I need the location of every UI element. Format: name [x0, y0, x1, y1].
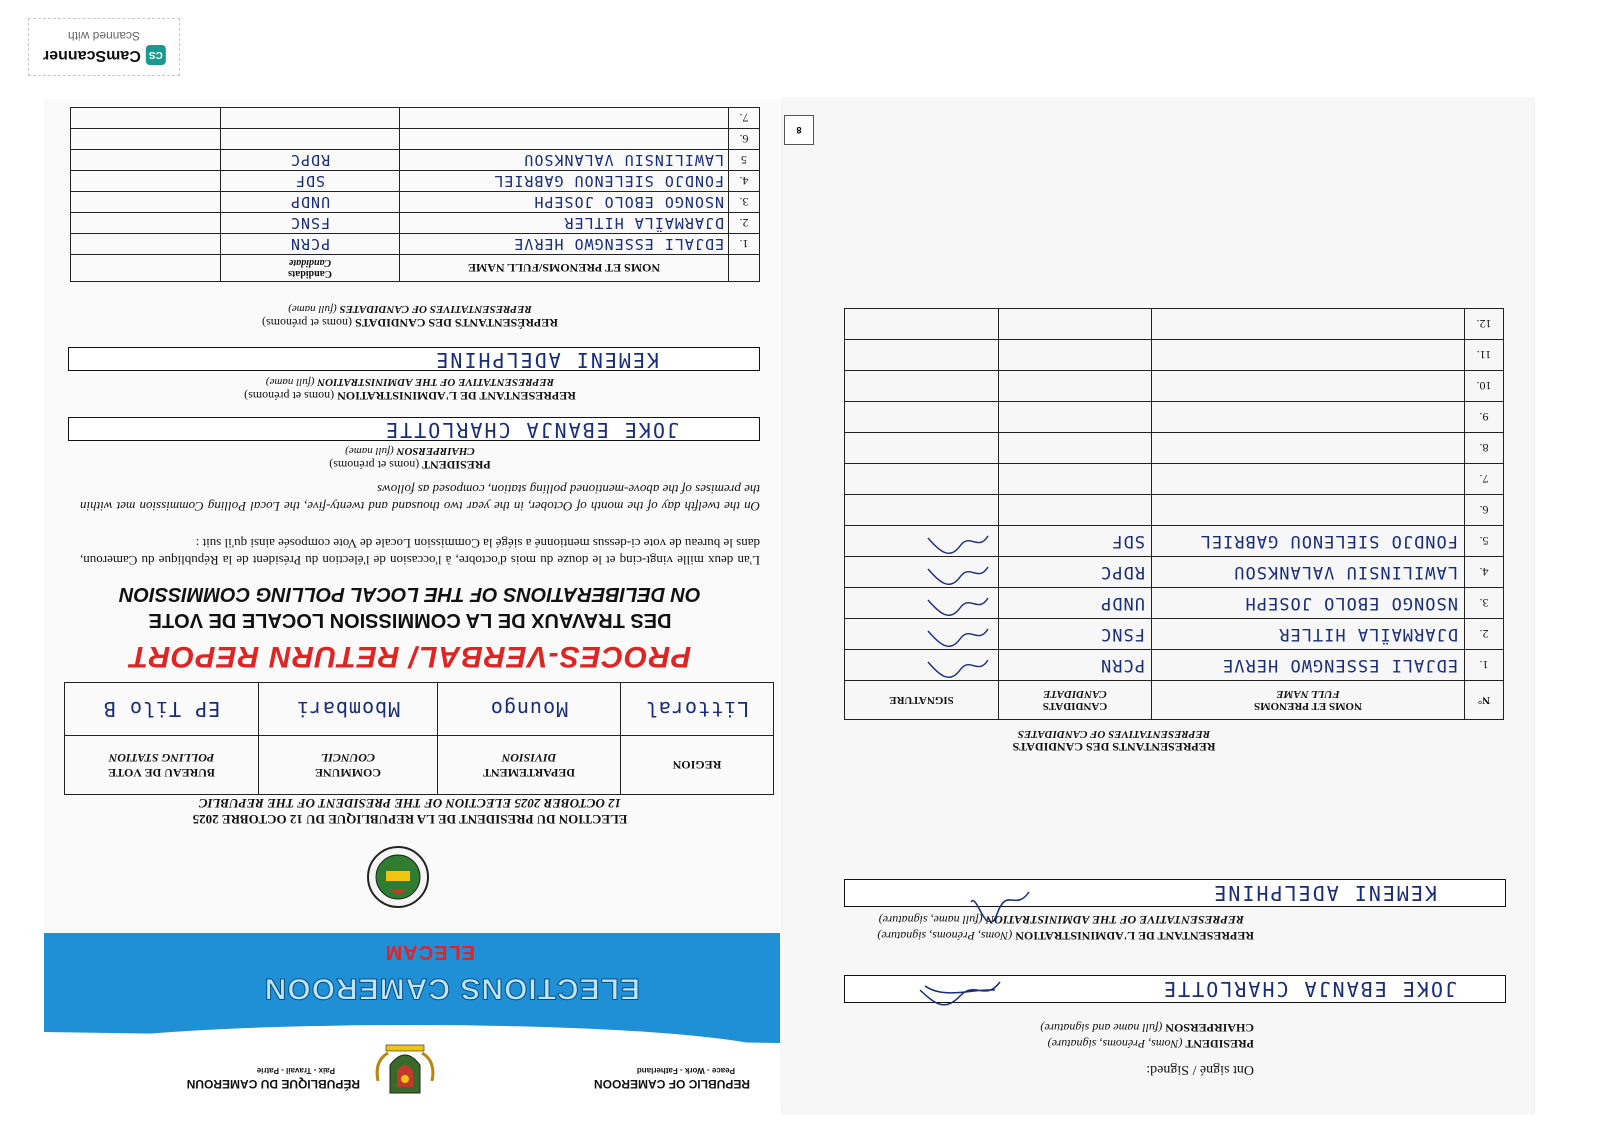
departement-value: Moungo	[438, 683, 621, 736]
row-candidate	[999, 495, 1152, 526]
table-row	[845, 650, 1504, 681]
row-full-name	[1152, 371, 1465, 402]
row-candidate	[999, 371, 1152, 402]
row-signature	[845, 433, 999, 464]
handwritten-signature-icon	[922, 530, 992, 556]
row-full-name: NSONGO EBOLO JOSEPH	[1152, 588, 1465, 619]
row-num: 4.	[1465, 557, 1504, 588]
row-candidate: PCRN	[999, 650, 1152, 681]
camscanner-watermark	[28, 18, 180, 76]
republic-en: REPUBLIC OF CAMEROON	[594, 1077, 750, 1091]
table-row	[71, 192, 760, 213]
row-num: 5.	[1465, 526, 1504, 557]
cover-president-label: PRESIDENT (noms et prénoms)	[329, 458, 491, 472]
elecam-label: ELECAM	[384, 941, 475, 963]
table-row	[845, 371, 1504, 402]
row-num: 11.	[1465, 340, 1504, 371]
camscanner-brand-row	[43, 45, 166, 65]
cand-row-num: 5	[729, 150, 760, 171]
president-signature-icon	[915, 970, 1005, 1010]
admin-rep-label-en: REPRESENTATIVE OF THE ADMINISTRATION (full name, signature)	[878, 913, 1244, 927]
cand-row-num: 3.	[729, 192, 760, 213]
cand-names-header: NOMS ET PRENOMS/FULL NAME	[400, 255, 729, 282]
polling-station-value: EP Tilo B	[65, 683, 259, 736]
table-row	[845, 588, 1504, 619]
cand-row-name	[400, 129, 729, 150]
cover-candidates-table	[70, 107, 760, 282]
row-full-name: LAWILINSIU VALANKSOU	[1152, 557, 1465, 588]
row-signature	[845, 619, 999, 650]
commune-header: COMMUNE COUNCIL	[259, 736, 438, 795]
pv-title: PROCES-VERBAL/ RETURN REPORT	[128, 640, 692, 673]
row-candidate	[999, 464, 1152, 495]
camscanner-logo-icon: CS	[145, 45, 165, 65]
row-signature	[845, 588, 999, 619]
president-label: PRESIDENT (Noms, Prénoms, signature)	[1047, 1037, 1254, 1051]
row-num: 9.	[1465, 402, 1504, 433]
page-number: 8	[784, 115, 814, 145]
row-num: 6.	[1465, 495, 1504, 526]
row-full-name: DJARMAÏLA HITLER	[1152, 619, 1465, 650]
cover-cand-label: REPRÉSENTANTS DES CANDIDATS (noms et prénoms)	[262, 316, 558, 330]
signed-heading: Ont signé / Signed:	[1146, 1062, 1254, 1077]
camscanner-brand: CamScanner	[42, 47, 141, 64]
cand-row-party	[221, 108, 400, 129]
cand-row-party: UNDP	[221, 192, 400, 213]
cover-cand-label-en: REPRESENTATIVES OF CANDIDATES (full name)	[288, 303, 532, 315]
cand-row-party: FSNC	[221, 213, 400, 234]
cand-row-num: 2.	[729, 213, 760, 234]
table-row	[71, 234, 760, 255]
row-num: 1.	[1465, 650, 1504, 681]
cand-row-extra	[71, 234, 221, 255]
pv-subtitle-en: ON DELIBERATIONS OF THE LOCAL POLLING COMMISSION	[119, 583, 701, 605]
cand-row-extra	[71, 171, 221, 192]
handwritten-signature-icon	[922, 654, 992, 680]
chairperson-label: CHAIRPERSON (full name and signature)	[1040, 1021, 1254, 1035]
row-signature	[845, 526, 999, 557]
header-banner	[44, 943, 780, 1113]
col-signature-header: SIGNATURE	[845, 681, 999, 720]
commune-value: Mbombari	[259, 683, 438, 736]
pv-subtitle-fr: DES TRAVAUX DE LA COMMISSION LOCALE DE VOTE	[148, 609, 672, 631]
table-row	[845, 619, 1504, 650]
row-num: 10.	[1465, 371, 1504, 402]
cand-row-extra	[71, 108, 221, 129]
cover-admin-box	[68, 347, 760, 371]
row-signature	[845, 371, 999, 402]
row-candidate: RDPC	[999, 557, 1152, 588]
row-signature	[845, 402, 999, 433]
row-full-name: FONDJO SIELENOU GABRIEL	[1152, 526, 1465, 557]
cand-row-extra	[71, 192, 221, 213]
elecam-logo-icon	[366, 845, 430, 909]
cand-row-name	[400, 108, 729, 129]
cand-reps-title: REPRESENTANTS DES CANDIDATS	[1012, 740, 1216, 754]
table-row	[845, 557, 1504, 588]
row-candidate	[999, 402, 1152, 433]
cover-president-box	[68, 417, 760, 441]
row-signature	[845, 557, 999, 588]
cand-row-party: PCRN	[221, 234, 400, 255]
signatures-page	[782, 99, 1534, 1113]
cand-row-name: NSONGO EBOLO JOSEPH	[400, 192, 729, 213]
row-candidate	[999, 309, 1152, 340]
cand-reps-signature-table	[844, 308, 1504, 720]
table-row	[71, 129, 760, 150]
cand-row-party: SDF	[221, 171, 400, 192]
table-row	[71, 108, 760, 129]
handwritten-signature-icon	[922, 561, 992, 587]
election-title-en: 12 OCTOBER 2025 ELECTION OF THE PRESIDENT OF THE REPUBLIC	[198, 796, 622, 811]
admin-rep-label: REPRESENTANT DE L'ADMINISTRATION (Noms, Prénoms, signature)	[877, 929, 1254, 943]
row-num: 12.	[1465, 309, 1504, 340]
location-table	[64, 682, 774, 795]
cand-row-num: 7.	[729, 108, 760, 129]
intro-paragraph-en: On the twelfth day of the month of October, in the year two thousand and twenty-five, the Local Polling Commission met within the premises of the above-mentioned polling station, composed as follows	[80, 482, 760, 514]
cover-admin-label: REPRESENTANT DE L'ADMINISTRATION (noms et prénoms)	[244, 389, 576, 403]
scanned-with-label: Scanned with	[67, 29, 141, 43]
cand-row-party	[221, 129, 400, 150]
table-row	[71, 150, 760, 171]
table-row	[71, 213, 760, 234]
cover-chairperson-label: CHAIRPERSON (full name)	[345, 445, 475, 457]
row-candidate	[999, 433, 1152, 464]
cand-row-extra	[71, 213, 221, 234]
row-candidate	[999, 340, 1152, 371]
election-title-fr: ELECTION DU PRESIDENT DE LA REPUBLIQUE DU 12 OCTOBRE 2025	[192, 812, 628, 827]
col-num-header: N°	[1465, 681, 1504, 720]
handwritten-signature-icon	[922, 592, 992, 618]
row-num: 7.	[1465, 464, 1504, 495]
republic-fr: RÉPUBLIQUE DU CAMEROUN	[186, 1077, 360, 1091]
cand-row-num: 4.	[729, 171, 760, 192]
president-name-box	[844, 975, 1506, 1003]
table-row	[845, 340, 1504, 371]
row-candidate: SDF	[999, 526, 1152, 557]
admin-rep-name-box	[844, 879, 1506, 907]
table-row	[845, 526, 1504, 557]
row-signature	[845, 340, 999, 371]
cand-row-party: RDPC	[221, 150, 400, 171]
row-full-name	[1152, 495, 1465, 526]
table-row	[71, 171, 760, 192]
intro-paragraph-fr: L'an deux mille vingt-cinq et le douze du mois d'octobre, à l'occasion de l'élection du Président de la République du Cameroun, dans le bureau de vote ci-dessus mentionné a siégé la Commission Locale de Vote composée ainsi qu'il suit :	[80, 536, 760, 568]
row-candidate: UNDP	[999, 588, 1152, 619]
coat-of-arms-icon	[370, 1039, 440, 1101]
cand-row-num: 6.	[729, 129, 760, 150]
motto-fr: Paix - Travail - Patrie	[256, 1066, 335, 1075]
cover-admin-label-en: REPRESENTATIVE OF THE ADMINISTRATION (full name)	[265, 376, 555, 388]
row-full-name	[1152, 433, 1465, 464]
row-full-name	[1152, 309, 1465, 340]
president-name: JOKE EBANJA CHARLOTTE	[1162, 977, 1457, 1001]
row-full-name: EDJALI ESSENGWO HERVE	[1152, 650, 1465, 681]
cover-president-name: JOKE EBANJA CHARLOTTE	[384, 418, 679, 442]
cand-row-name: LAWILINSIU VALANKSOU	[400, 150, 729, 171]
row-signature	[845, 309, 999, 340]
table-row	[845, 309, 1504, 340]
handwritten-signature-icon	[922, 623, 992, 649]
row-signature	[845, 464, 999, 495]
departement-header: DEPARTEMENT DIVISION	[438, 736, 621, 795]
admin-rep-signature-icon	[965, 882, 1035, 922]
cand-extra-header	[71, 255, 221, 282]
col-names-header: NOMS ET PRENOMS FULL NAME	[1152, 681, 1465, 720]
row-num: 3.	[1465, 588, 1504, 619]
cover-page	[44, 99, 780, 1113]
elections-cameroon-title: ELECTIONS CAMEROON	[263, 972, 640, 1005]
cand-row-name: DJARMAÏLA HITLER	[400, 213, 729, 234]
cand-reps-title-en: REPRESENTATIVES OF CANDIDATES	[1017, 728, 1211, 740]
motto-en: Peace - Work - Fatherland	[636, 1066, 735, 1075]
cand-row-extra	[71, 129, 221, 150]
row-num: 8.	[1465, 433, 1504, 464]
cand-row-name: EDJALI ESSENGWO HERVE	[400, 234, 729, 255]
region-header: REGION	[621, 736, 774, 795]
row-signature	[845, 495, 999, 526]
cover-admin-name: KEMENI ADELPHINE	[434, 348, 659, 372]
polling-station-header: BUREAU DE VOTE POLLING STATION	[65, 736, 259, 795]
cand-row-num: 1.	[729, 234, 760, 255]
table-row	[845, 433, 1504, 464]
cand-num-header	[729, 255, 760, 282]
row-full-name	[1152, 402, 1465, 433]
cand-row-name: FONDJO SIELENOU GABRIEL	[400, 171, 729, 192]
cand-cand-header: Candidats Candidate	[221, 255, 400, 282]
region-value: Littoral	[621, 683, 774, 736]
admin-rep-name: KEMENI ADELPHINE	[1212, 881, 1437, 905]
table-row	[845, 464, 1504, 495]
table-row	[845, 495, 1504, 526]
row-full-name	[1152, 340, 1465, 371]
row-full-name	[1152, 464, 1465, 495]
col-candidate-header: CANDIDATS CANDIDATE	[999, 681, 1152, 720]
row-num: 2.	[1465, 619, 1504, 650]
table-row	[845, 402, 1504, 433]
row-signature	[845, 650, 999, 681]
row-candidate: FSNC	[999, 619, 1152, 650]
cand-row-extra	[71, 150, 221, 171]
